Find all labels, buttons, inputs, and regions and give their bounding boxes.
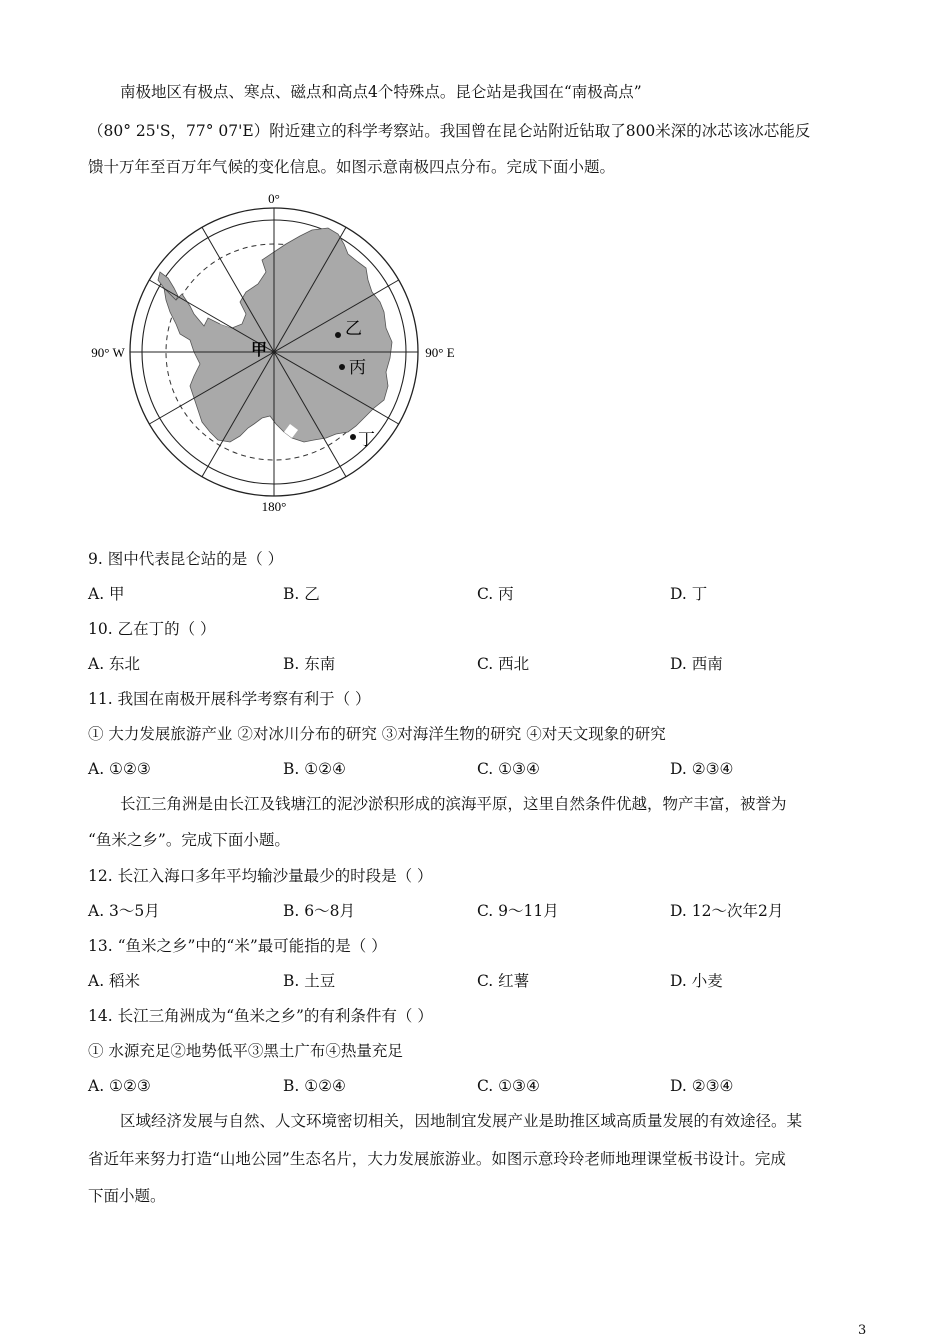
q10-option-a[interactable]: A. 东北 xyxy=(88,655,141,673)
q14-option-a[interactable]: A. ①②③ xyxy=(88,1077,151,1095)
q11-option-b[interactable]: B. ①②④ xyxy=(283,760,346,778)
q13-option-d[interactable]: D. 小麦 xyxy=(670,972,723,990)
passage3-line-2: 省近年来努力打造“山地公园”生态名片，大力发展旅游业。如图示意玲玲老师地理课堂板书设计。完成 xyxy=(88,1150,786,1168)
passage3-line-1: 区域经济发展与自然、人文环境密切相关，因地制宜发展产业是助推区域高质量发展的有效途径。某 xyxy=(120,1112,803,1130)
point-bing-dot xyxy=(339,364,345,370)
question-11-statements: ① 大力发展旅游产业 ②对冰川分布的研究 ③对海洋生物的研究 ④对天文现象的研究 xyxy=(88,725,666,743)
label-0: 0° xyxy=(268,191,280,206)
point-yi-dot xyxy=(335,332,341,338)
q12-option-b[interactable]: B. 6～8月 xyxy=(283,902,355,920)
q13-option-c[interactable]: C. 红薯 xyxy=(477,972,530,990)
passage3-line-3: 下面小题。 xyxy=(88,1187,166,1205)
q12-option-d[interactable]: D. 12～次年2月 xyxy=(670,902,784,920)
passage1-line-3: 馈十万年至百万年气候的变化信息。如图示意南极四点分布。完成下面小题。 xyxy=(88,158,616,176)
q9-option-a[interactable]: A. 甲 xyxy=(88,585,125,603)
question-10-stem: 10. 乙在丁的（ ） xyxy=(88,620,216,638)
label-180: 180° xyxy=(261,499,287,514)
q9-option-c[interactable]: C. 丙 xyxy=(477,585,514,603)
antarctica-map xyxy=(86,188,466,518)
label-90w: 90° W xyxy=(91,345,125,360)
q13-option-b[interactable]: B. 土豆 xyxy=(283,972,336,990)
passage2-line-1: 长江三角洲是由长江及钱塘江的泥沙淤积形成的滨海平原，这里自然条件优越，物产丰富，被誉为 xyxy=(120,795,787,813)
q11-option-c[interactable]: C. ①③④ xyxy=(477,760,540,778)
q12-option-c[interactable]: C. 9～11月 xyxy=(477,902,559,920)
point-ding-label: 丁 xyxy=(358,430,375,449)
q11-option-a[interactable]: A. ①②③ xyxy=(88,760,151,778)
page-number: 3 xyxy=(858,1323,867,1338)
question-14-stem: 14. 长江三角洲成为“鱼米之乡”的有利条件有（ ） xyxy=(88,1007,433,1025)
question-9-stem: 9. 图中代表昆仑站的是（ ） xyxy=(88,550,284,568)
q10-option-c[interactable]: C. 西北 xyxy=(477,655,530,673)
q9-option-b[interactable]: B. 乙 xyxy=(283,585,320,603)
question-13-stem: 13. “鱼米之乡”中的“米”最可能指的是（ ） xyxy=(88,937,387,955)
q11-option-d[interactable]: D. ②③④ xyxy=(670,760,734,778)
passage2-line-2: “鱼米之乡”。完成下面小题。 xyxy=(88,831,290,849)
q10-option-d[interactable]: D. 西南 xyxy=(670,655,723,673)
point-ding-dot xyxy=(350,434,356,440)
q14-option-d[interactable]: D. ②③④ xyxy=(670,1077,734,1095)
point-yi-label: 乙 xyxy=(345,319,362,338)
passage1-line-1: 南极地区有极点、寒点、磁点和高点4个特殊点。昆仑站是我国在“南极高点” xyxy=(120,83,642,101)
q12-option-a[interactable]: A. 3～5月 xyxy=(88,902,160,920)
q13-option-a[interactable]: A. 稻米 xyxy=(88,972,141,990)
point-jia-label: 甲 xyxy=(251,342,268,359)
question-11-stem: 11. 我国在南极开展科学考察有利于（ ） xyxy=(88,690,371,708)
question-14-statements: ① 水源充足②地势低平③黑土广布④热量充足 xyxy=(88,1042,403,1060)
meridian-lines xyxy=(130,208,418,496)
question-12-stem: 12. 长江入海口多年平均输沙量最少的时段是（ ） xyxy=(88,867,433,885)
q14-option-c[interactable]: C. ①③④ xyxy=(477,1077,540,1095)
point-bing-label: 丙 xyxy=(349,358,366,377)
label-90e: 90° E xyxy=(425,345,455,360)
q14-option-b[interactable]: B. ①②④ xyxy=(283,1077,346,1095)
q9-option-d[interactable]: D. 丁 xyxy=(670,585,708,603)
passage1-line-2: （80° 25'S，77° 07'E）附近建立的科学考察站。我国曾在昆仑站附近钻取了800米深的冰芯该冰芯能反 xyxy=(88,122,811,140)
q10-option-b[interactable]: B. 东南 xyxy=(283,655,336,673)
